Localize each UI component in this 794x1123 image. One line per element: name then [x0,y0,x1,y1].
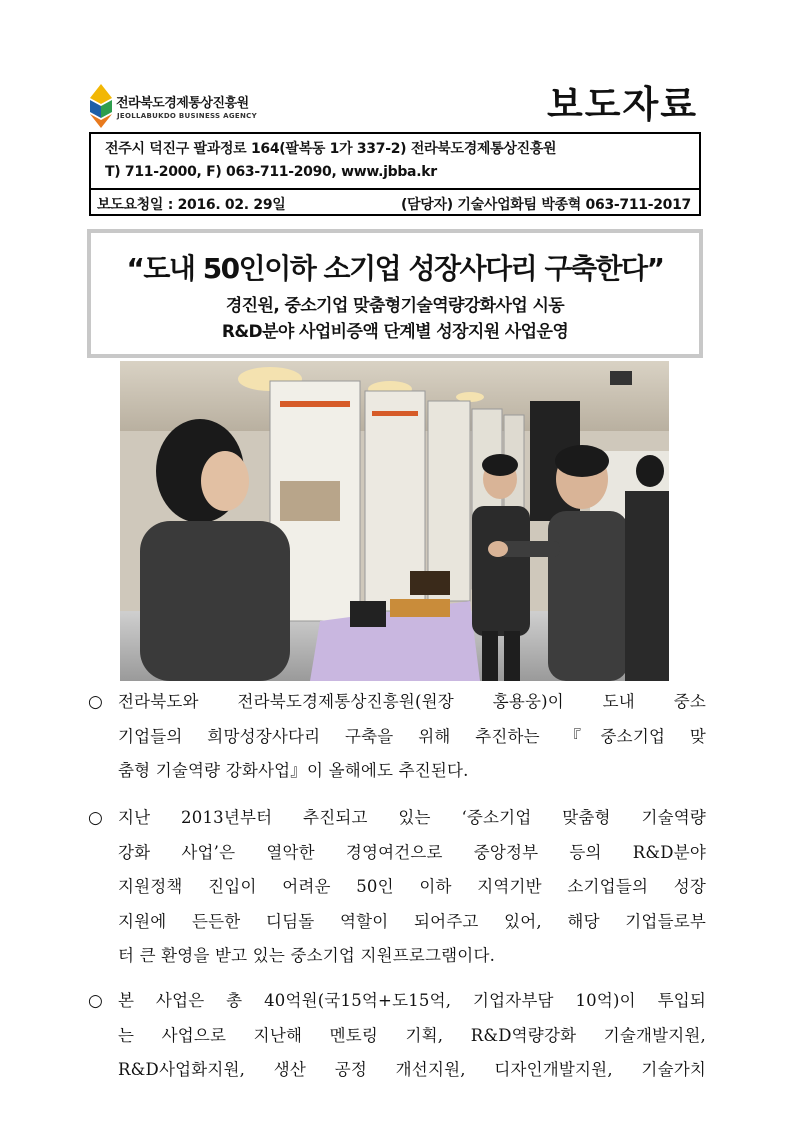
org-name-english: JEOLLABUKDO BUSINESS AGENCY [117,112,257,120]
text-line: 터 큰 환영을 받고 있는 중소기업 지원프로그램이다. [118,946,496,965]
contact-person: (담당자) 기술사업화팀 박종혁 063-711-2017 [400,197,691,213]
phone-line: T) 711-2000, F) 063-711-2090, www.jbba.kr [105,164,437,180]
paragraph-1-text [118,685,706,789]
text-line: 본 사업은 총 40억원(국15억+도15억, 기업자부담 10억)이 투입되 [118,991,706,1010]
paragraph-3 [88,984,708,1094]
headline-title: “도내 50인이하 소기업 성장사다리 구축한다” [126,252,664,285]
text-line: 전라북도와 전라북도경제통상진흥원(원장 홍용웅)이 도내 중소 [118,692,706,711]
bullet-icon: ○ [88,808,103,828]
event-photo [120,361,669,681]
divider [91,188,699,190]
info-box [89,132,701,216]
text-line: 강화 사업’은 열악한 경영여건으로 중앙정부 등의 R&D분야 [118,842,706,862]
address-line: 전주시 덕진구 팔과정로 164(팔복동 1가 337-2) 전라북도경제통상진흥원 [105,141,557,157]
bullet-icon: ○ [88,991,103,1011]
headline-subtitle-1: 경진원, 중소기업 맞춤형기술역량강화사업 시동 [225,296,565,316]
press-release-label: 보도자료 [547,83,698,126]
agency-logo-icon [88,84,114,128]
text-line: 기업들의 희망성장사다리 구축을 위해 추진하는 『중소기업 맞 [118,726,706,746]
headline-box [87,229,703,358]
paragraph-3-text [118,984,706,1088]
org-name-korean: 전라북도경제통상진흥원 [116,96,249,111]
text-line: 지원정책 진입이 어려운 50인 이하 지역기반 소기업들의 성장 [118,877,706,896]
paragraph-2 [88,801,708,977]
text-line: 춤형 기술역량 강화사업』이 올해에도 추진된다. [118,761,469,780]
text-line: 는 사업으로 지난해 멘토링 기획, R&D역량강화 기술개발지원, [118,1025,706,1045]
agency-logo [88,84,288,130]
text-line: 지원에 든든한 디딤돌 역할이 되어주고 있어, 해당 기업들로부 [118,911,706,931]
request-date: 보도요청일 : 2016. 02. 29일 [97,197,286,213]
bullet-icon: ○ [88,692,103,712]
text-line: R&D사업화지원, 생산 공정 개선지원, 디자인개발지원, 기술가치 [118,1060,706,1079]
paragraph-1 [88,685,708,793]
text-line: 지난 2013년부터 추진되고 있는 ‘중소기업 맞춤형 기술역량 [118,808,706,827]
paragraph-2-text [118,801,706,974]
headline-subtitle-2: R&D분야 사업비증액 단계별 성장지원 사업운영 [221,322,569,342]
